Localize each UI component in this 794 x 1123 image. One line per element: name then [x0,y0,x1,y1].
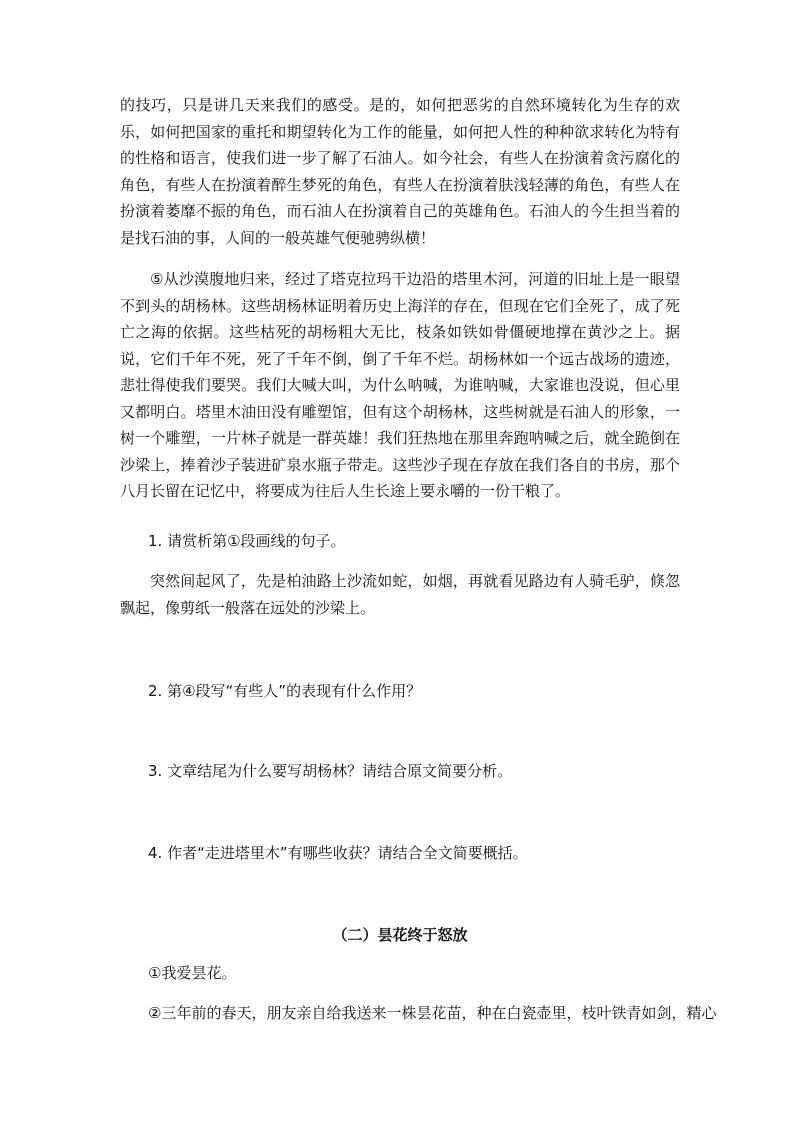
paragraph-4-tail: 的技巧，只是讲几天来我们的感受。是的，如何把恶劣的自然环境转化为生存的欢乐，如何把国家的重托和期望转化为工作的能量，如何把人性的种种欲求转化为特有的性格和语言，使我们进一步了解了石油人。如今社会，有些人在扮演着贪污腐化的角色，有些人在扮演着醉生梦死的角色，有些人在扮演着肤浅轻薄的角色，有些人在扮演着萎靡不振的角色，而石油人在扮演着自己的英雄角色。石油人的今生担当着的是找石油的事，人间的一般英雄气便驰骋纵横！ [120,96,680,247]
section-title: （二）昙花终于怒放 [332,926,468,944]
question-3: 3. 文章结尾为什么要写胡杨林？请结合原文简要分析。 [148,762,513,780]
question-2: 2. 第④段写“有些人”的表现有什么作用？ [148,682,422,700]
question-1: 1. 请赏析第①段画线的句子。 [148,532,346,550]
question-4: 4. 作者“走进塔里木”有哪些收获？请结合全文简要概括。 [148,844,528,862]
paragraph-5: ⑤从沙漠腹地归来，经过了塔克拉玛干边沿的塔里木河，河道的旧址上是一眼望不到头的胡杨林。这些胡杨林证明着历史上海洋的存在，但现在它们全死了，成了死亡之海的依据。这些枯死的胡杨粗大无比，枝条如铁如骨僵硬地撑在黄沙之上。据说，它们千年不死，死了千年不倒，倒了千年不烂。胡杨林如一个远古战场的遗迹，悲壮得使我们要哭。我们大喊大叫，为什么呐喊，为谁呐喊，大家谁也没说，但心里又都明白。塔里木油田没有雕塑馆，但有这个胡杨林，这些树就是石油人的形象，一树一个雕塑，一片林子就是一群英雄！我们狂热地在那里奔跑呐喊之后，就全跪倒在沙梁上，捧着沙子装进矿泉水瓶子带走。这些沙子现在存放在我们各自的书房，那个八月长留在记忆中，将要成为往后人生长途上要永嚼的一份干粮了。 [120,270,680,500]
passage-two-paragraph-1: ①我爱昙花。 [148,964,237,982]
question-1-quoted-sentence: 突然间起风了，先是柏油路上沙流如蛇，如烟，再就看见路边有人骑毛驴，倏忽飘起，像剪纸一般落在远处的沙梁上。 [120,572,680,617]
passage-two-paragraph-2: ②三年前的春天，朋友亲自给我送来一株昙花苗，种在白瓷壶里，枝叶铁青如剑，精心 [148,1004,717,1022]
